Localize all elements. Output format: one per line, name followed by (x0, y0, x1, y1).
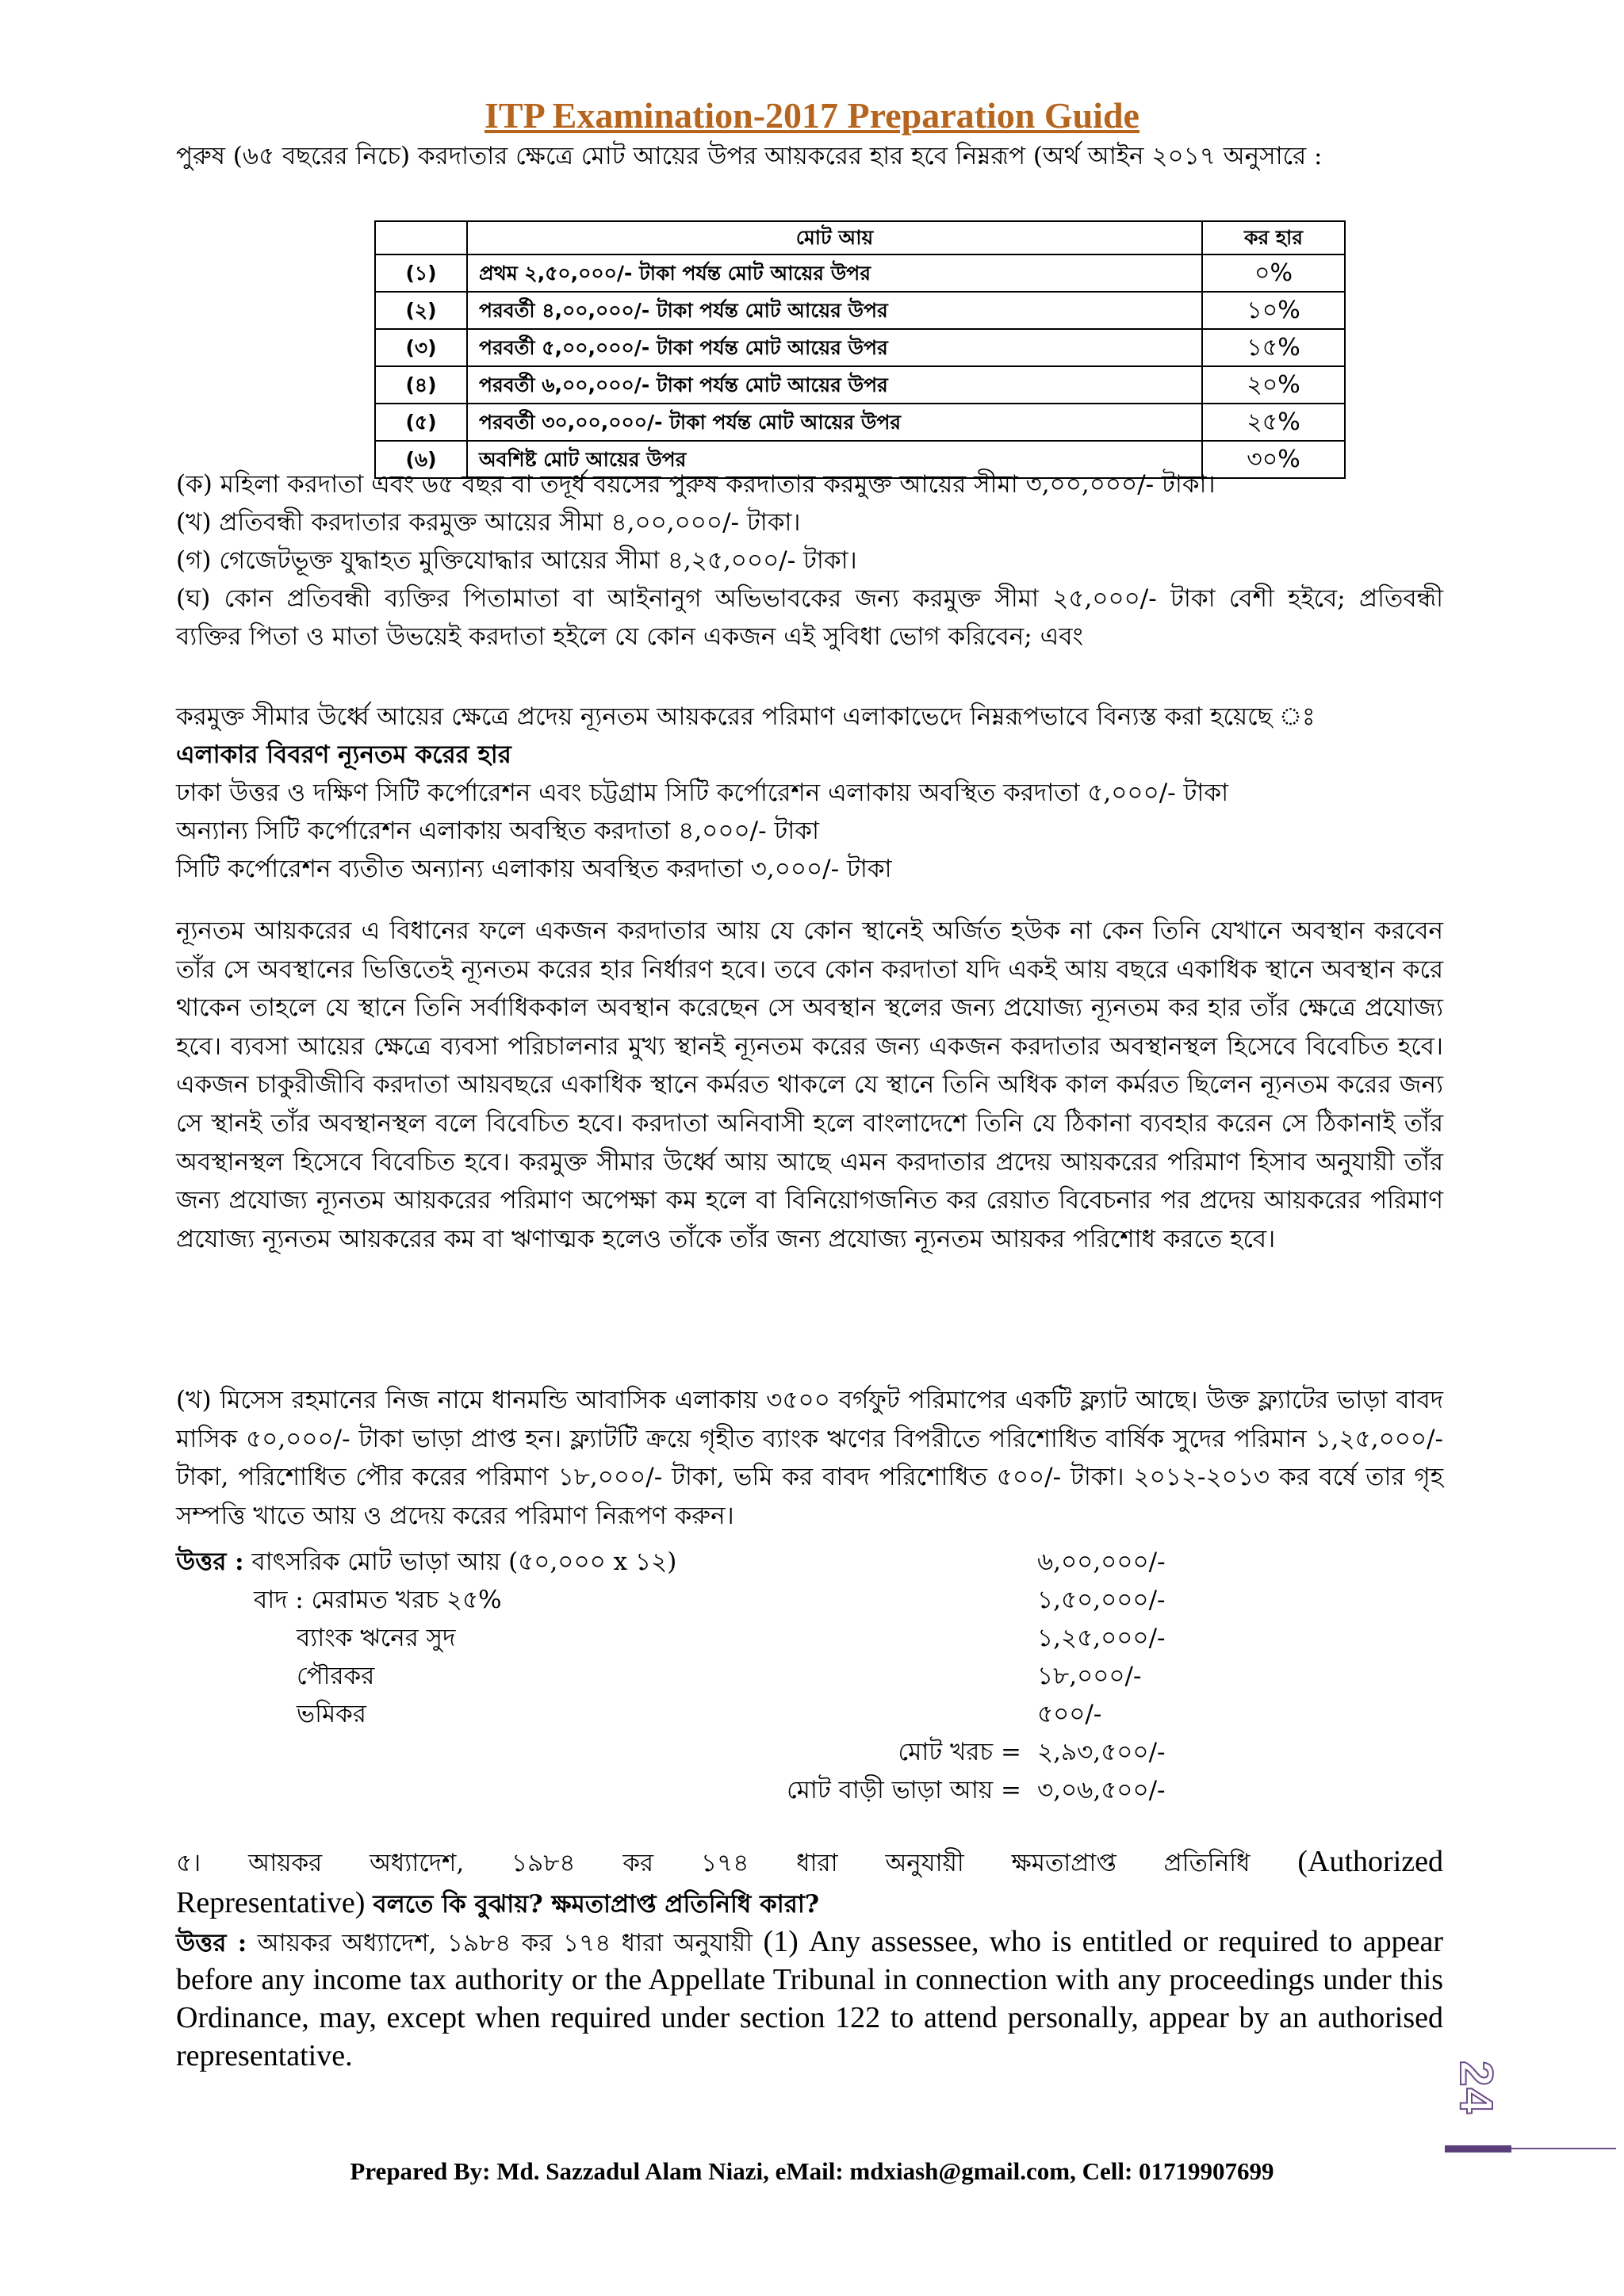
row-description: অবশিষ্ট মোট আয়ের উপর (467, 441, 1202, 478)
question-5-line1 (176, 1841, 1443, 1882)
answer-row-label: মোট খরচ = (898, 1738, 1021, 1766)
row-serial: (২) (375, 292, 467, 329)
answer-row-label: ব্যাংক ঋনের সুদ (297, 1624, 456, 1652)
explanation-paragraph: ন্যূনতম আয়করের এ বিধানের ফলে একজন করদাতার আয় যে কোন স্থানেই অর্জিত হউক না কেন তিনি যেখানে অবস্থান করবেন তাঁর সে অবস্থানের ভিত্তিতেই ন্যূনতম করের হার নির্ধারণ হবে। তবে কোন করদাতা যদি একই আয় বছরে একাধিক স্থানে অবস্থান করে থাকেন তাহলে যে স্থানে তিনি সর্বাধিককাল অবস্থান করেছেন সে অবস্থান স্থলের জন্য প্রযোজ্য ন্যূনতম কর হার তাঁর ক্ষেত্রে প্রযোজ্য হবে। ব্যবসা আয়ের ক্ষেত্রে ব্যবসা পরিচালনার মুখ্য স্থানই ন্যূনতম করের জন্য একজন করদাতার অবস্থানস্থল হিসেবে বিবেচিত হবে। একজন চাকুরীজীবি করদাতা আয়বছরে একাধিক স্থানে কর্মরত থাকলে যে স্থানে তিনি অধিক কাল কর্মরত ছিলেন ন্যূনতম করের জন্য সে স্থানই তাঁর অবস্থানস্থল বলে বিবেচিত হবে। করদাতা অনিবাসী হলে বাংলাদেশে তিনি যে ঠিকানা ব্যবহার করেন সে ঠিকানাই তাঁর অবস্থানস্থল হিসেবে বিবেচিত হবে। করমুক্ত সীমার উর্ধ্বে আয় আছে এমন করদাতার প্রদেয় আয়করের পরিমাণ হিসাব অনুযায়ী তাঁর জন্য প্রযোজ্য ন্যূনতম আয়করের পরিমাণ অপেক্ষা কম হলে বা বিনিয়োগজনিত কর রেয়াত বিবেচনার পর প্রদেয় আয়করের পরিমাণ প্রযোজ্য ন্যূনতম আয়করের কম বা ঋণাত্মক হলেও তাঁকে তাঁর জন্য প্রযোজ্য ন্যূনতম আয়কর পরিশোধ করতে হবে। (176, 916, 1443, 1253)
note-ga: (গ) গেজেটভূক্ত যুদ্ধাহত মুক্তিযোদ্ধার আয়ের সীমা ৪,২৫,০০০/- টাকা। (176, 546, 857, 575)
table-header-rate: কর হার (1202, 221, 1345, 254)
page-number-text: 24 (1450, 2060, 1502, 2115)
row-serial: (৬) (375, 441, 467, 478)
answer-row-amount: ১,৫০,০০০/- (1037, 1586, 1166, 1614)
question-5-answer (176, 1923, 1443, 2076)
row-serial: (৪) (375, 366, 467, 404)
page-title: ITP Examination-2017 Preparation Guide (485, 95, 1139, 136)
question-5-english-continued: Representative) (176, 1886, 366, 1919)
row-description: পরবর্তী ৫,০০,০০০/- টাকা পর্যন্ত মোট আয়ের উপর (467, 329, 1202, 366)
minimum-tax-row: ঢাকা উত্তর ও দক্ষিণ সিটি কর্পোরেশন এবং চট্টগ্রাম সিটি কর্পোরেশন এলাকায় অবস্থিত করদাতা ৫,০০০/- টাকা (176, 779, 1229, 807)
answer-label: উত্তর : (176, 1548, 244, 1576)
question-5-answer-label: উত্তর : (176, 1929, 247, 1957)
question-kha (176, 1381, 1443, 1535)
answer-row-amount: ২,৯৩,৫০০/- (1037, 1738, 1166, 1766)
question-5 (176, 1841, 1443, 2076)
answer-row-label: বাদ : মেরামত খরচ ২৫% (254, 1586, 502, 1614)
table-row (375, 329, 1345, 366)
row-rate: ২০% (1202, 366, 1345, 404)
row-rate: ০% (1202, 254, 1345, 292)
answer-row-label: মোট বাড়ী ভাড়া আয় = (787, 1776, 1021, 1804)
row-rate: ২৫% (1202, 404, 1345, 441)
page-number-bar (1445, 2145, 1511, 2152)
answer-calculation (176, 1543, 1207, 1812)
page-number-rule (1511, 2148, 1616, 2149)
question-kha-text: (খ) মিসেস রহমানের নিজ নামে ধানমন্ডি আবাসিক এলাকায় ৩৫০০ বর্গফুট পরিমাপের একটি ফ্ল্যাট আছে। উক্ত ফ্ল্যাটের ভাড়া বাবদ মাসিক ৫০,০০০/- টাকা ভাড়া প্রাপ্ত হন। ফ্ল্যাটটি ক্রয়ে গৃহীত ব্যাংক ঋণের বিপরীতে পরিশোধিত বার্ষিক সুদের পরিমান ১,২৫,০০০/- টাকা, পরিশোধিত পৌর করের পরিমাণ ১৮,০০০/- টাকা, ভমি কর বাবদ পরিশোধিত ৫০০/- টাকা। ২০১২-২০১৩ কর বর্ষে তার গৃহ সম্পত্তি খাতে আয় ও প্রদেয় করের পরিমাণ নিরূপণ করুন। (176, 1386, 1443, 1530)
question-5-text: আয়কর অধ্যাদেশ, ১৯৮৪ কর ১৭৪ ধারা অনুযায়ী ক্ষমতাপ্রাপ্ত প্রতিনিধি (248, 1849, 1251, 1877)
table-header-income: মোট আয় (467, 221, 1202, 254)
row-description: পরবর্তী ৩০,০০,০০০/- টাকা পর্যন্ত মোট আয়ের উপর (467, 404, 1202, 441)
row-serial: (১) (375, 254, 467, 292)
answer-row-label: বাৎসরিক মোট ভাড়া আয় (৫০,০০০ x ১২) (251, 1548, 677, 1576)
answer-row-amount: ১,২৫,০০০/- (1037, 1624, 1166, 1652)
table-row (375, 404, 1345, 441)
question-5-line2 (176, 1882, 1443, 1923)
row-serial: (৫) (375, 404, 467, 441)
row-rate: ১৫% (1202, 329, 1345, 366)
minimum-tax-intro: করমুক্ত সীমার উর্ধ্বে আয়ের ক্ষেত্রে প্রদেয় ন্যূনতম আয়করের পরিমাণ এলাকাভেদে নিম্নরূপভাবে বিন্যস্ত করা হয়েছে ঃ (176, 702, 1316, 731)
table-row (375, 292, 1345, 329)
table-row (375, 366, 1345, 404)
question-5-answer-en: (1) Any assessee, who is entitled or required to appear before any income tax authority or the Appellate Tribunal in connection with any proceedings under this Ordinance, may, except when required under section 122 to attend personally, appear by an authorised representative. (176, 1925, 1443, 2072)
question-5-text-continued: বলতে কি বুঝায়? ক্ষমতাপ্রাপ্ত প্রতিনিধি কারা? (373, 1890, 819, 1919)
question-5-answer-bn: আয়কর অধ্যাদেশ, ১৯৮৪ কর ১৭৪ ধারা অনুযায়ী (257, 1929, 753, 1957)
note-kha: (খ) প্রতিবন্ধী করদাতার করমুক্ত আয়ের সীমা ৪,০০,০০০/- টাকা। (176, 508, 801, 537)
answer-row-amount: ৫০০/- (1037, 1700, 1102, 1728)
table-header-row (375, 221, 1345, 254)
intro-text: পুরুষ (৬৫ বছরের নিচে) করদাতার ক্ষেত্রে মোট আয়ের উপর আয়করের হার হবে নিম্নরূপ (অর্থ আইন ২০১৭ অনুসারে : (176, 142, 1323, 170)
question-5-number: ৫। (176, 1849, 201, 1877)
row-serial: (৩) (375, 329, 467, 366)
question-5-english: (Authorized (1297, 1845, 1444, 1878)
answer-row-amount: ৩,০৬,৫০০/- (1037, 1776, 1166, 1804)
minimum-tax-row: সিটি কর্পোরেশন ব্যতীত অন্যান্য এলাকায় অবস্থিত করদাতা ৩,০০০/- টাকা (176, 855, 892, 883)
page-number (1448, 2052, 1503, 2123)
row-description: প্রথম ২,৫০,০০০/- টাকা পর্যন্ত মোট আয়ের উপর (467, 254, 1202, 292)
minimum-tax-explanation (176, 912, 1443, 1258)
minimum-tax-section (176, 698, 1443, 888)
table-header-sl (375, 221, 467, 254)
row-description: পরবর্তী ৪,০০,০০০/- টাকা পর্যন্ত মোট আয়ের উপর (467, 292, 1202, 329)
tax-rate-table (374, 220, 1346, 479)
notes-list (176, 465, 1443, 656)
row-rate: ১০% (1202, 292, 1345, 329)
answer-row-label: ভমিকর (297, 1700, 366, 1728)
note-gha-continued: ব্যক্তির পিতা ও মাতা উভয়েই করদাতা হইলে যে কোন একজন এই সুবিধা ভোগ করিবেন; এবং (176, 622, 1083, 651)
answer-row-label: পৌরকর (297, 1662, 375, 1690)
note-gha: (ঘ) কোন প্রতিবন্ধী ব্যক্তির পিতামাতা বা আইনানুগ অভিভাবকের জন্য করমুক্ত সীমা ২৫,০০০/- টাকা বেশী হইবে; প্রতিবন্ধী (176, 584, 1443, 613)
answer-row-total-rent (176, 1543, 676, 1581)
row-description: পরবর্তী ৬,০০,০০০/- টাকা পর্যন্ত মোট আয়ের উপর (467, 366, 1202, 404)
row-rate: ৩০% (1202, 441, 1345, 478)
table-row (375, 254, 1345, 292)
answer-row-amount: ১৮,০০০/- (1037, 1662, 1142, 1690)
answer-row-amount: ৬,০০,০০০/- (1037, 1548, 1166, 1576)
note-ka: (ক) মহিলা করদাতা এবং ৬৫ বছর বা তদূর্ধ বয়সের পুরুষ করদাতার করমুক্ত আয়ের সীমা ৩,০০,০০০/- টাকা। (176, 470, 1216, 499)
footer: Prepared By: Md. Sazzadul Alam Niazi, eMail: mdxiash@gmail.com, Cell: 01719907699 (350, 2157, 1274, 2185)
minimum-tax-heading: এলাকার বিবরণ ন্যূনতম করের হার (176, 740, 511, 769)
minimum-tax-row: অন্যান্য সিটি কর্পোরেশন এলাকায় অবস্থিত করদাতা ৪,০০০/- টাকা (176, 817, 819, 845)
